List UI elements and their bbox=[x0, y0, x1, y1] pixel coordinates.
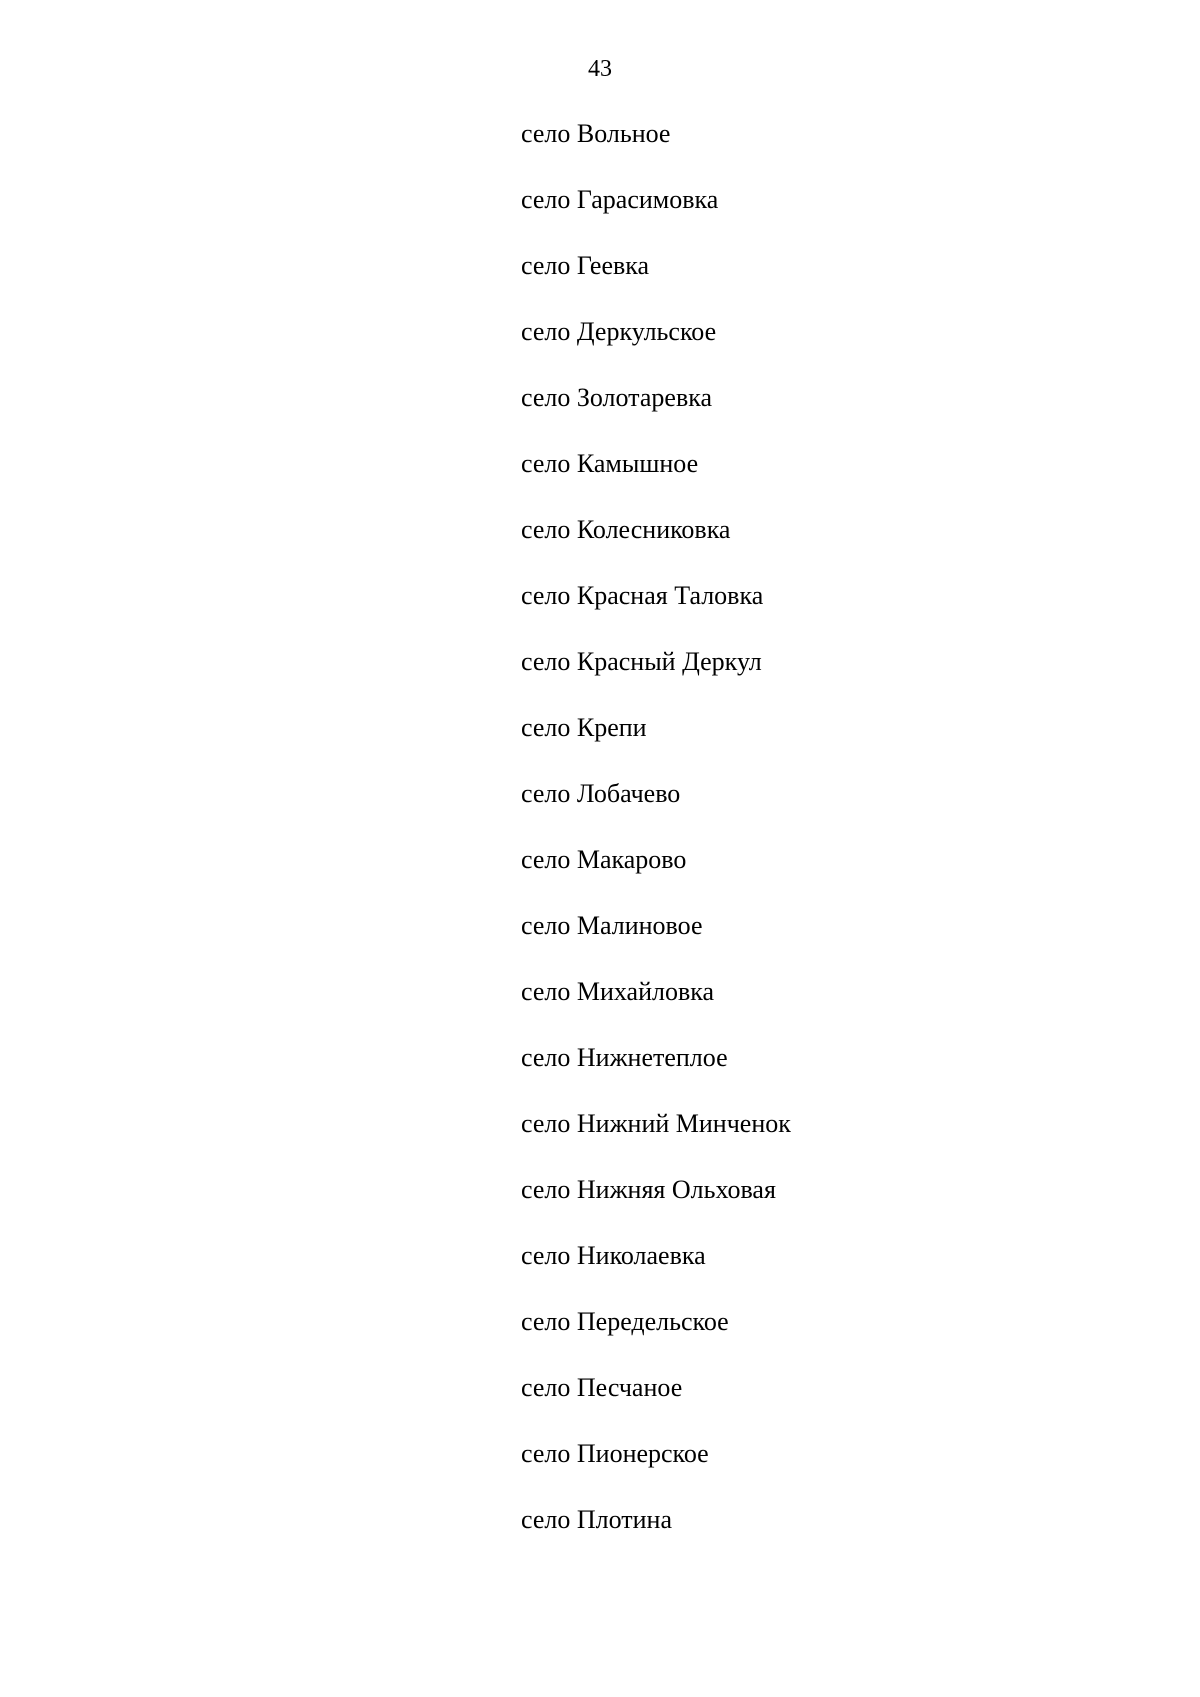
list-item: село Красный Деркул bbox=[521, 647, 762, 676]
list-item: село Вольное bbox=[521, 119, 671, 148]
list-item: село Передельское bbox=[521, 1307, 729, 1336]
list-item: село Нижняя Ольховая bbox=[521, 1175, 776, 1204]
list-item: село Лобачево bbox=[521, 779, 681, 808]
list-item: село Золотаревка bbox=[521, 383, 713, 412]
list-item: село Красная Таловка bbox=[521, 581, 764, 610]
list-item: село Нижнетеплое bbox=[521, 1043, 728, 1072]
list-item: село Плотина bbox=[521, 1505, 673, 1534]
settlement-list bbox=[521, 118, 791, 1570]
list-item: село Крепи bbox=[521, 713, 647, 742]
list-item: село Нижний Минченок bbox=[521, 1109, 791, 1138]
list-item: село Макарово bbox=[521, 845, 687, 874]
list-item: село Песчаное bbox=[521, 1373, 683, 1402]
list-item: село Пионерское bbox=[521, 1439, 709, 1468]
list-item: село Малиновое bbox=[521, 911, 703, 940]
page-number: 43 bbox=[588, 56, 612, 82]
list-item: село Колесниковка bbox=[521, 515, 731, 544]
list-item: село Гарасимовка bbox=[521, 185, 719, 214]
list-item: село Михайловка bbox=[521, 977, 715, 1006]
list-item: село Камышное bbox=[521, 449, 699, 478]
list-item: село Деркульское bbox=[521, 317, 717, 346]
list-item: село Геевка bbox=[521, 251, 650, 280]
list-item: село Николаевка bbox=[521, 1241, 706, 1270]
